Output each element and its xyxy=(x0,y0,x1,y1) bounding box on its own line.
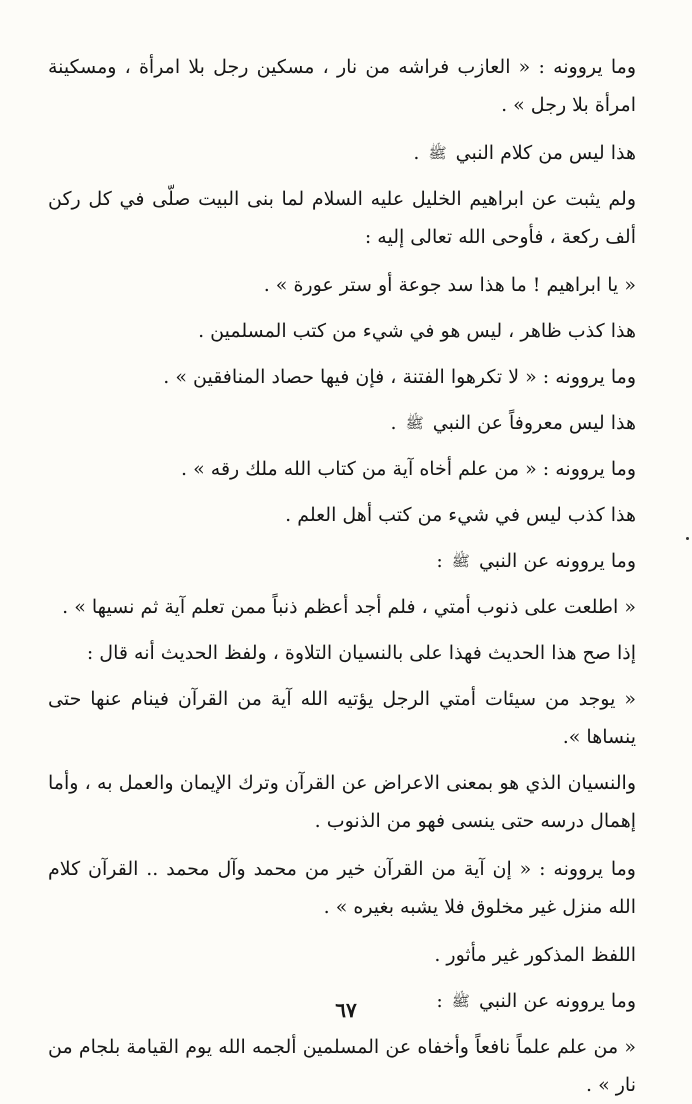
paragraph-if-authentic: إذا صح هذا الحديث فهذا على بالنسيان التلاوة ، ولفظ الحديث أنه قال : xyxy=(86,642,636,664)
salawat-symbol-icon: ﷺ xyxy=(428,144,447,162)
paragraph-bachelor-hadith: وما يروونه : « العازب فراشه من نار ، مسكين رجل بلا امرأة ، ومسكينة امرأة بلا رجل » . xyxy=(48,56,636,116)
paragraph-text: هذا ليس معروفاً عن النبي xyxy=(432,412,636,434)
paragraph-text-end: . xyxy=(413,142,420,164)
paragraph-text-end: . xyxy=(390,412,397,434)
paragraph-obvious-lie: هذا كذب ظاهر ، ليس هو في شيء من كتب المسلمين . xyxy=(198,320,636,342)
paragraph-not-known xyxy=(48,404,636,442)
paragraph-ibrahim-prayer: ولم يثبت عن ابراهيم الخليل عليه السلام لما بنى البيت صلّى في كل ركن ألف ركعة ، فأوحى الله تعالى إليه : xyxy=(48,188,636,248)
paragraph-meaning-of-forgetting: والنسيان الذي هو بمعنى الاعراض عن القرآن وترك الإيمان والعمل به ، وأما إهمال درسه حتى ينسى فهو من الذنوب . xyxy=(48,772,636,832)
page-number: ٦٧ xyxy=(335,998,357,1022)
salawat-symbol-icon: ﷺ xyxy=(405,414,424,432)
paragraph-not-transmitted: اللفظ المذكور غير مأثور . xyxy=(434,944,636,966)
paragraph-quran-verse-better: وما يروونه : « إن آية من القرآن خير من محمد وآل محمد .. القرآن كلام الله منزل غير مخلوق فلا يشبه بغيره » . xyxy=(48,858,636,918)
paragraph-not-prophet-words xyxy=(48,134,636,172)
paragraph-ibrahim-quote: « يا ابراهيم ! ما هذا سد جوعة أو ستر عورة » . xyxy=(263,274,636,296)
paragraph-forgetting-verse: « يوجد من سيئات أمتي الرجل يؤتيه الله آية من القرآن فينام عنها حتى ينساها ». xyxy=(48,688,636,748)
paragraph-text: هذا ليس من كلام النبي xyxy=(455,142,636,164)
paragraph-fitna-hadith: وما يروونه : « لا تكرهوا الفتنة ، فإن فيها حصاد المنافقين » . xyxy=(163,366,636,388)
paragraph-narrated-from-prophet xyxy=(48,542,636,580)
salawat-symbol-icon: ﷺ xyxy=(451,552,470,570)
paragraph-text: وما يروونه عن النبي xyxy=(478,550,636,572)
paragraph-lie-not-in-books: هذا كذب ليس في شيء من كتب أهل العلم . xyxy=(285,504,636,526)
paragraph-text-end: : xyxy=(436,550,443,572)
scan-speck xyxy=(686,537,689,540)
paragraph-text-end: : xyxy=(436,990,443,1012)
paragraph-teaching-verse: وما يروونه : « من علم أخاه آية من كتاب الله ملك رقه » . xyxy=(181,458,636,480)
salawat-symbol-icon: ﷺ xyxy=(451,992,470,1010)
paragraph-text: وما يروونه عن النبي xyxy=(478,990,636,1012)
paragraph-hiding-knowledge: « من علم علماً نافعاً وأخفاه عن المسلمين ألجمه الله يوم القيامة بلجام من نار » . xyxy=(48,1036,636,1096)
paragraph-sins-of-ummah: « اطلعت على ذنوب أمتي ، فلم أجد أعظم ذنباً ممن تعلم آية ثم نسيها » . xyxy=(62,596,636,618)
